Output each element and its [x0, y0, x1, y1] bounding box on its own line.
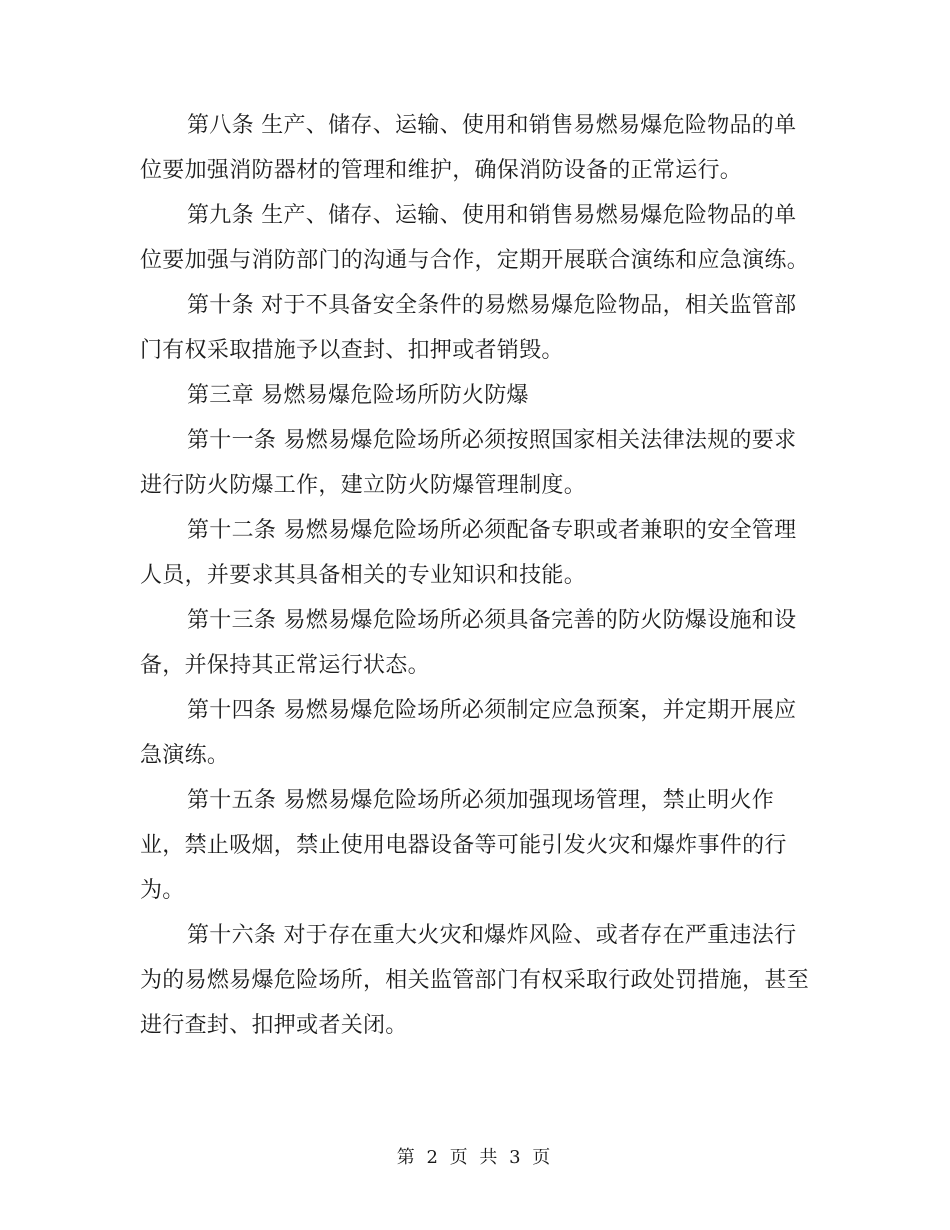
article-14-paragraph: 第十四条 易燃易爆危险场所必须制定应急预案，并定期开展应急演练。 [140, 698, 797, 768]
article-9-paragraph: 第九条 生产、储存、运输、使用和销售易燃易爆危险物品的单位要加强与消防部门的沟通与合作，定期开展联合演练和应急演练。 [140, 203, 810, 273]
article-12-paragraph: 第十二条 易燃易爆危险场所必须配备专职或者兼职的安全管理人员，并要求其具备相关的专业知识和技能。 [140, 518, 797, 588]
page-number-footer: 第 2 页 共 3 页 [396, 1147, 554, 1168]
document-body [140, 103, 810, 1048]
article-16-paragraph: 第十六条 对于存在重大火灾和爆炸风险、或者存在严重违法行为的易燃易爆危险场所，相关监管部门有权采取行政处罚措施，甚至进行查封、扣押或者关闭。 [140, 923, 810, 1038]
article-11-paragraph: 第十一条 易燃易爆危险场所必须按照国家相关法律法规的要求进行防火防爆工作，建立防火防爆管理制度。 [140, 428, 797, 498]
chapter-3-heading: 第三章 易燃易爆危险场所防火防爆 [187, 383, 529, 408]
article-13-paragraph: 第十三条 易燃易爆危险场所必须具备完善的防火防爆设施和设备，并保持其正常运行状态。 [140, 608, 797, 678]
article-8-paragraph: 第八条 生产、储存、运输、使用和销售易燃易爆危险物品的单位要加强消防器材的管理和维护，确保消防设备的正常运行。 [140, 113, 797, 183]
article-15-paragraph: 第十五条 易燃易爆危险场所必须加强现场管理，禁止明火作业，禁止吸烟，禁止使用电器设备等可能引发火灾和爆炸事件的行为。 [140, 788, 787, 903]
article-10-paragraph: 第十条 对于不具备安全条件的易燃易爆危险物品，相关监管部门有权采取措施予以查封、扣押或者销毁。 [140, 293, 797, 363]
